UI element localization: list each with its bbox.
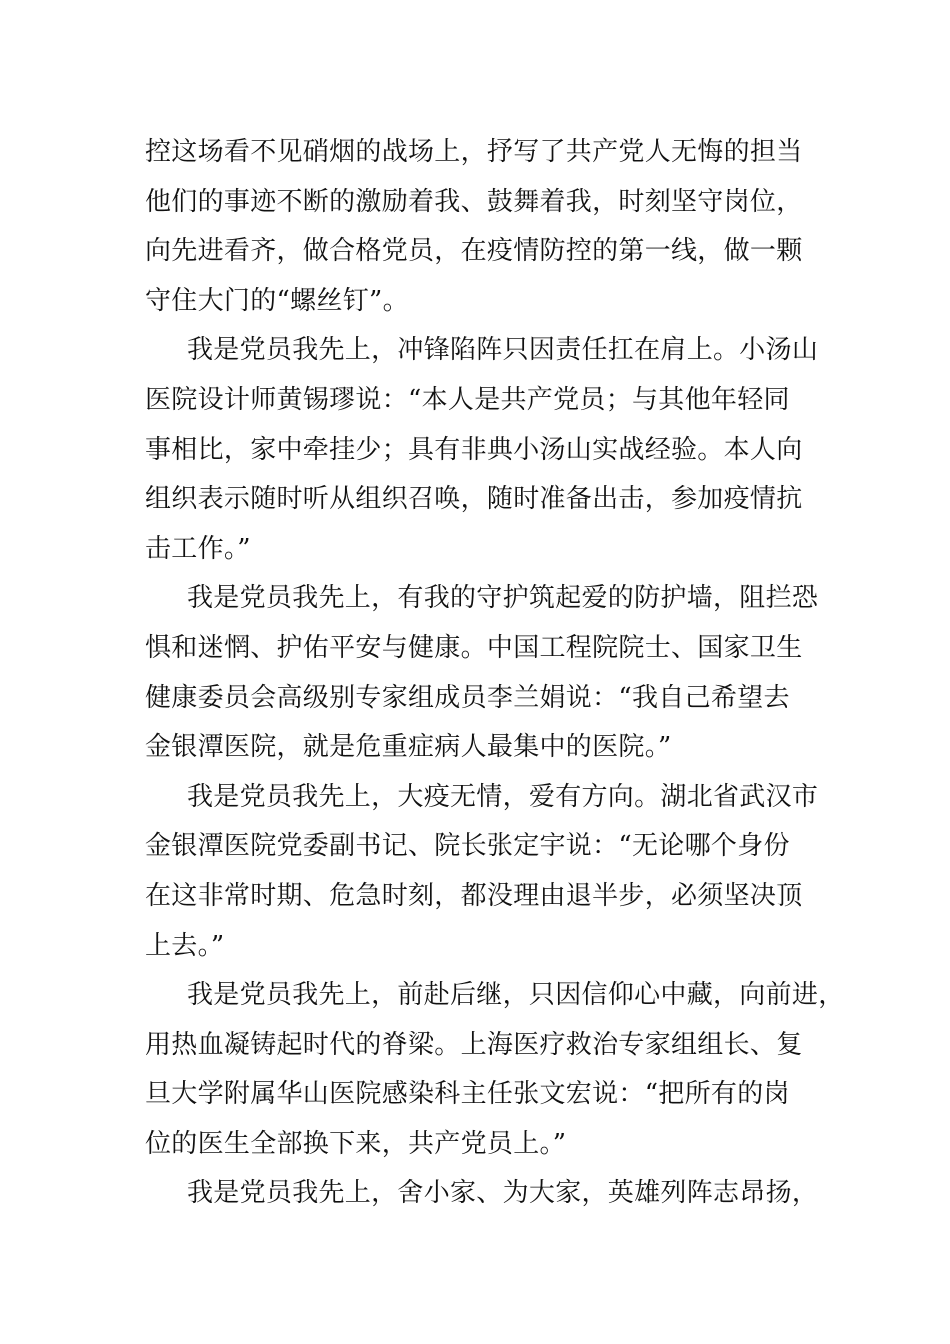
paragraph-first-line: 我是党员我先上，冲锋陷阵只因责任扛在肩上。小汤山	[187, 335, 819, 366]
text-line: 惧和迷惘、护佑平安与健康。中国工程院院士、国家卫生	[145, 632, 803, 663]
paragraph-first-line: 我是党员我先上，有我的守护筑起爱的防护墙，阻拦恐	[187, 583, 819, 614]
text-line: 金银潭医院党委副书记、院长张定宇说：“无论哪个身份	[145, 831, 790, 862]
text-line: 击工作。”	[145, 533, 251, 564]
text-line: 医院设计师黄锡璆说：“本人是共产党员；与其他年轻同	[145, 384, 790, 415]
text-line: 上去。”	[145, 930, 225, 961]
text-line: 控这场看不见硝烟的战场上，抒写了共产党人无悔的担当	[145, 137, 803, 167]
paragraph-first-line: 我是党员我先上，前赴后继，只因信仰心中藏，向前进，	[187, 980, 845, 1011]
text-line: 用热血凝铸起时代的脊梁。上海医疗救治专家组组长、复	[145, 1029, 803, 1060]
text-line: 事相比，家中牵挂少；具有非典小汤山实战经验。本人向	[145, 434, 803, 465]
text-line: 他们的事迹不断的激励着我、鼓舞着我，时刻坚守岗位，	[145, 186, 803, 217]
document-body	[145, 128, 845, 1219]
text-line: 金银潭医院，就是危重症病人最集中的医院。”	[145, 732, 672, 763]
paragraph-first-line: 我是党员我先上，大疫无情，爱有方向。湖北省武汉市	[187, 781, 819, 812]
text-line: 向先进看齐，做合格党员，在疫情防控的第一线，做一颗	[145, 236, 803, 267]
text-line: 旦大学附属华山医院感染科主任张文宏说：“把所有的岗	[145, 1079, 790, 1110]
text-line: 位的医生全部换下来，共产党员上。”	[145, 1128, 567, 1159]
text-line: 组织表示随时听从组织召唤，随时准备出击，参加疫情抗	[145, 484, 803, 515]
paragraph-first-line: 我是党员我先上，舍小家、为大家，英雄列阵志昂扬，	[187, 1178, 819, 1209]
text-line: 健康委员会高级别专家组成员李兰娟说：“我自己希望去	[145, 682, 790, 713]
text-line: 守住大门的“螺丝钉”。	[145, 285, 409, 316]
text-line: 在这非常时期、危急时刻，都没理由退半步，必须坚决顶	[145, 880, 803, 911]
